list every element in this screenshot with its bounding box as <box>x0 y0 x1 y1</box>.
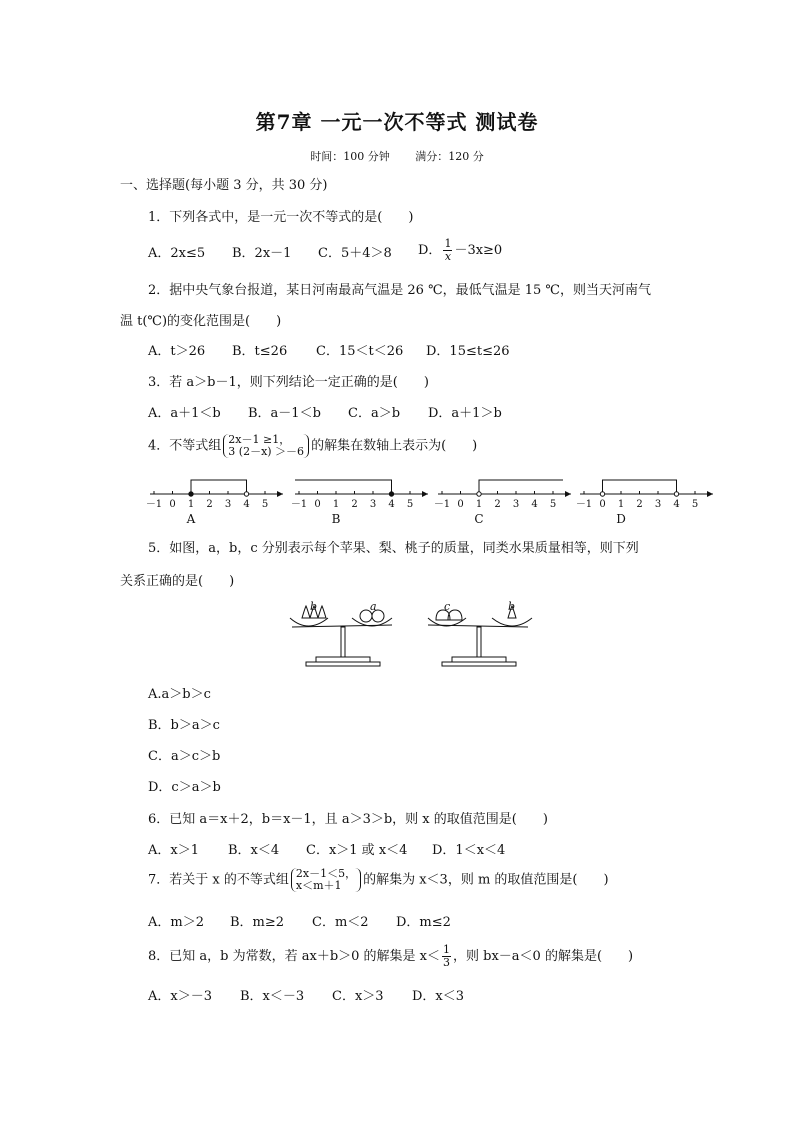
left-scale-post <box>341 627 345 657</box>
open-endpoint <box>244 492 248 496</box>
q8-stem <box>148 944 633 969</box>
q1-option-a: A．2x≤5 <box>148 246 206 261</box>
scale-label: b <box>508 600 516 613</box>
q2-stem-line2: 温 t(℃)的变化范围是( ) <box>120 314 282 329</box>
q5-balance-scales <box>286 600 538 670</box>
right-scale-foot <box>442 662 516 666</box>
q3-option-c: C．a＞b <box>348 406 401 421</box>
q7-stem-post: 的解集为 x＜3，则 m 的取值范围是( ) <box>363 872 609 888</box>
q2-option-d: D．15≤t≤26 <box>426 344 510 359</box>
number-line-tick-label: 5 <box>549 499 557 510</box>
number-line-tick-label: 0 <box>599 499 606 510</box>
left-scale-foot <box>306 662 380 666</box>
q8-option-b: B．x＜－3 <box>240 989 305 1004</box>
q4-system-line1: 2x－1 ≥1， <box>228 433 291 446</box>
q2-option-b: B．t≤26 <box>232 344 288 359</box>
closed-endpoint <box>389 492 393 496</box>
open-endpoint <box>600 492 604 496</box>
q8-option-c: C．x＞3 <box>332 989 384 1004</box>
option-label: A <box>186 512 196 526</box>
q3-stem: 3．若 a＞b－1，则下列结论一定正确的是( ) <box>148 375 429 390</box>
number-line-tick-label: 5 <box>406 499 414 510</box>
q5-option-b: B．b＞a＞c <box>148 718 220 733</box>
fraction-numerator: 1 <box>444 237 452 250</box>
q1-option-d-tail: －3x≥0 <box>454 243 503 258</box>
q7-stem-pre: 7．若关于 x 的不等式组 <box>148 872 289 888</box>
q6-option-a: A．x＞1 <box>148 843 199 858</box>
q1-option-d-fraction <box>443 238 452 263</box>
number-line-tick-label: 0 <box>314 499 321 510</box>
fraction-denominator: 3 <box>443 956 451 969</box>
scale-label: c <box>444 600 451 613</box>
number-line-tick-label: 0 <box>457 499 464 510</box>
q2-option-c: C．15＜t＜26 <box>316 344 404 359</box>
solution-interval <box>479 480 563 494</box>
q4-stem-post: 的解集在数轴上表示为( ) <box>311 438 478 454</box>
right-scale-base <box>452 657 506 662</box>
q6-option-c: C．x＞1 或 x＜4 <box>306 843 408 858</box>
q7-option-d: D．m≤2 <box>396 915 451 930</box>
q6-stem: 6．已知 a＝x＋2，b＝x－1，且 a＞3＞b，则 x 的取值范围是( ) <box>148 812 548 827</box>
pear-icon <box>302 606 310 618</box>
fraction-denominator: x <box>444 250 452 263</box>
number-line-tick-label: －1 <box>290 499 308 510</box>
number-line-tick-label: －1 <box>145 499 163 510</box>
q6-option-d: D．1＜x＜4 <box>432 843 506 858</box>
page-title: 第7章 一元一次不等式 测试卷 <box>255 110 539 134</box>
number-line-tick-label: 1 <box>332 499 340 510</box>
fraction-numerator: 1 <box>443 943 451 956</box>
open-endpoint <box>477 492 481 496</box>
number-line-arrow <box>707 491 713 497</box>
q2-option-a: A．t＞26 <box>148 344 206 359</box>
q8-option-a: A．x＞－3 <box>148 989 212 1004</box>
number-line-tick-label: 2 <box>494 499 501 510</box>
number-line-tick-label: 4 <box>673 499 680 510</box>
q2-stem-line1: 2．据中央气象台报道，某日河南最高气温是 26 ℃，最低气温是 15 ℃，则当天河南气 <box>148 283 651 298</box>
closed-endpoint <box>189 492 193 496</box>
number-line-tick-label: 5 <box>691 499 699 510</box>
scale-label: a <box>370 600 377 613</box>
q7-option-c: C．m＜2 <box>312 915 369 930</box>
right-balance-scale <box>428 606 532 666</box>
q7-system-line2: x＜m＋1 <box>295 879 342 892</box>
q7-system-line1: 2x－1＜5， <box>295 867 357 880</box>
option-label: B <box>331 512 341 526</box>
number-line-tick-label: 4 <box>388 499 395 510</box>
q1-option-d-label: D． <box>418 243 442 258</box>
right-scale-post <box>477 627 481 657</box>
q3-option-d: D．a＋1＞b <box>428 406 502 421</box>
number-line-tick-label: 5 <box>261 499 269 510</box>
q4-number-lines <box>140 472 720 530</box>
q4-stem-pre: 4．不等式组 <box>148 438 222 454</box>
q8-fraction <box>442 944 451 969</box>
number-line-tick-label: 4 <box>531 499 538 510</box>
q1-stem: 1．下列各式中，是一元一次不等式的是( ) <box>148 210 414 225</box>
number-line-tick-label: 2 <box>636 499 643 510</box>
q4-stem <box>148 434 477 458</box>
q5-stem-line2: 关系正确的是( ) <box>120 574 235 589</box>
section-heading: 一、选择题(每小题 3 分，共 30 分) <box>120 178 328 193</box>
q5-option-d: D．c＞a＞b <box>148 780 221 795</box>
q3-option-a: A．a＋1＜b <box>148 406 221 421</box>
open-endpoint <box>674 492 678 496</box>
solution-interval <box>295 480 392 494</box>
q4-inequality-system <box>223 434 309 458</box>
number-line-arrow <box>565 491 571 497</box>
pear-icon <box>318 606 326 618</box>
q4-system-line2: 3 (2－x) ＞－6 <box>228 445 305 458</box>
number-line-tick-label: 1 <box>475 499 483 510</box>
option-label: C <box>474 512 484 526</box>
q1-option-c: C．5＋4＞8 <box>318 246 392 261</box>
q7-inequality-system <box>291 868 361 892</box>
q8-stem-pre: 8．已知 a，b 为常数，若 ax＋b＞0 的解集是 x＜ <box>148 949 441 964</box>
q1-option-b: B．2x－1 <box>232 246 292 261</box>
number-line-tick-label: 3 <box>369 499 377 510</box>
q6-option-b: B．x＜4 <box>228 843 280 858</box>
left-balance-scale <box>290 606 392 666</box>
scale-label: b <box>310 600 318 613</box>
number-line-tick-label: 4 <box>243 499 250 510</box>
number-line-tick-label: 3 <box>512 499 520 510</box>
left-scale-base <box>316 657 370 662</box>
q8-option-d: D．x＜3 <box>412 989 465 1004</box>
number-line-tick-label: 2 <box>206 499 213 510</box>
number-line-tick-label: 3 <box>224 499 232 510</box>
q8-stem-post: ，则 bx－a＜0 的解集是( ) <box>453 949 634 964</box>
q7-stem <box>148 868 609 892</box>
right-pan-right <box>492 618 532 626</box>
number-line-tick-label: －1 <box>575 499 593 510</box>
q5-option-c: C．a＞c＞b <box>148 749 221 764</box>
q5-option-a: A.a＞b＞c <box>148 687 211 702</box>
q3-option-b: B．a－1＜b <box>248 406 321 421</box>
option-label: D <box>616 512 626 526</box>
number-line-arrow <box>422 491 428 497</box>
q1-option-d <box>418 238 502 263</box>
number-line-tick-label: －1 <box>433 499 451 510</box>
number-line-tick-label: 3 <box>654 499 662 510</box>
number-line-tick-label: 2 <box>351 499 358 510</box>
q7-option-a: A．m＞2 <box>148 915 204 930</box>
solution-interval <box>191 480 247 494</box>
exam-meta: 时间：100 分钟 满分：120 分 <box>310 150 484 163</box>
left-pan-left <box>290 618 328 626</box>
number-line-arrow <box>277 491 283 497</box>
number-line-tick-label: 1 <box>617 499 625 510</box>
q7-option-b: B．m≥2 <box>230 915 285 930</box>
q5-stem-line1: 5．如图，a，b，c 分别表示每个苹果、梨、桃子的质量，同类水果质量相等，则下列 <box>148 541 639 556</box>
number-line-tick-label: 0 <box>169 499 176 510</box>
number-line-tick-label: 1 <box>187 499 195 510</box>
